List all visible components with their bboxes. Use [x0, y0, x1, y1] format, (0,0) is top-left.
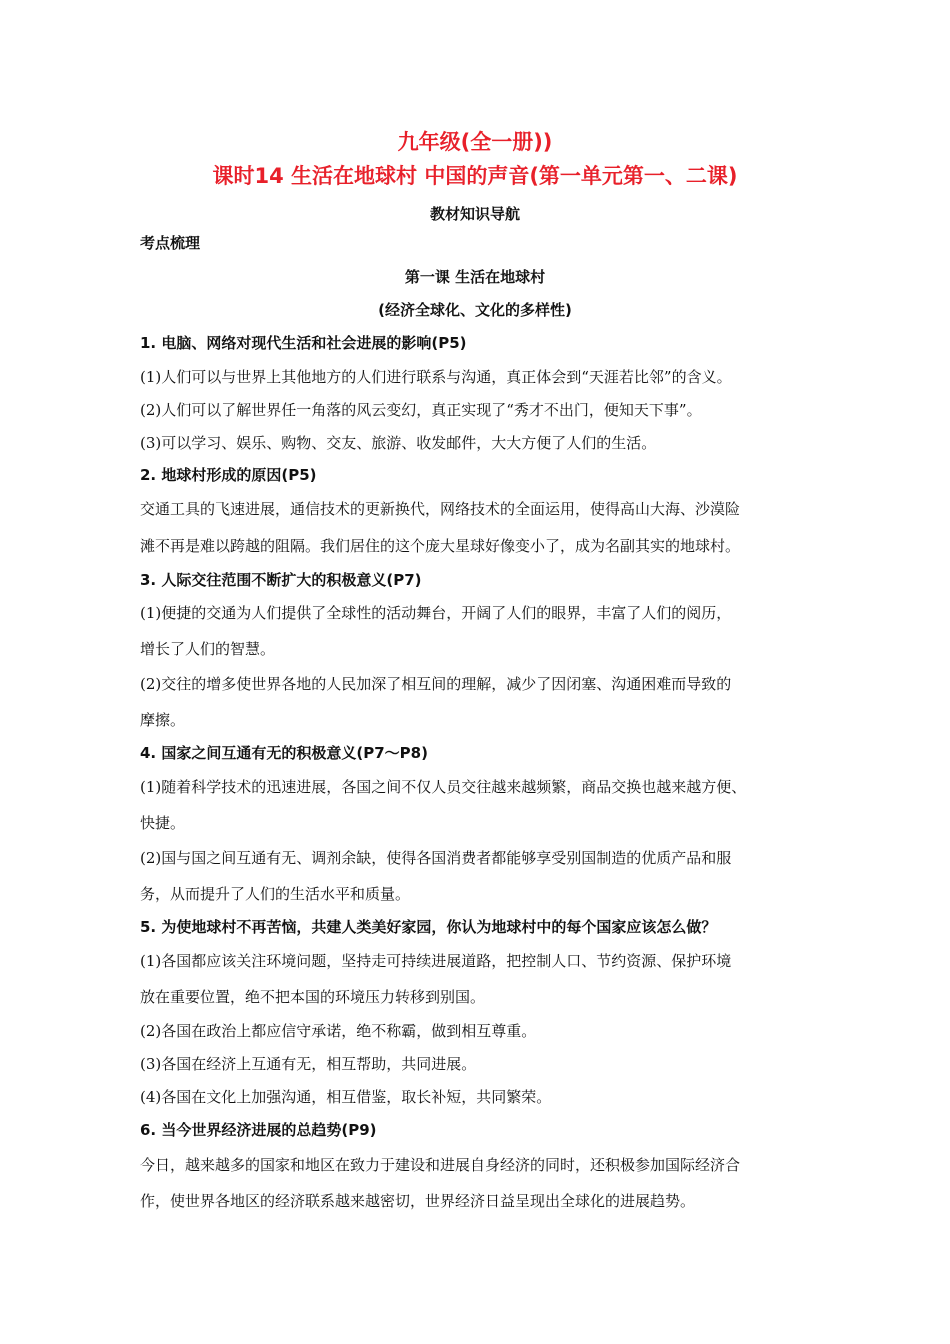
text-line: 交通工具的飞速进展，通信技术的更新换代，网络技术的全面运用，使得高山大海、沙漠险	[140, 500, 741, 518]
text-line: (1)随着科学技术的迅速进展，各国之间不仅人员交往越来越频繁，商品交换也越来越方便、	[140, 778, 747, 796]
item-heading: 1. 电脑、网络对现代生活和社会进展的影响(P5)	[140, 334, 467, 352]
text-line: 放在重要位置，绝不把本国的环境压力转移到别国。	[140, 988, 486, 1006]
item-heading: 3. 人际交往范围不断扩大的积极意义(P7)	[140, 571, 422, 589]
text-line: 作，使世界各地区的经济联系越来越密切，世界经济日益呈现出全球化的进展趋势。	[140, 1192, 696, 1210]
chapter-heading: 第一课 生活在地球村	[404, 268, 546, 286]
text-line: 增长了人们的智慧。	[140, 640, 276, 658]
text-line: (3)各国在经济上互通有无，相互帮助，共同进展。	[140, 1055, 477, 1073]
text-line: (2)国与国之间互通有无、调剂余缺，使得各国消费者都能够享受别国制造的优质产品和服	[140, 849, 732, 867]
text-line: (1)人们可以与世界上其他地方的人们进行联系与沟通，真正体会到“天涯若比邻”的含义。	[140, 368, 732, 386]
text-line: (2)各国在政治上都应信守承诺，绝不称霸，做到相互尊重。	[140, 1022, 537, 1040]
text-line: (3)可以学习、娱乐、购物、交友、旅游、收发邮件，大大方便了人们的生活。	[140, 434, 657, 452]
item-heading: 6. 当今世界经济进展的总趋势(P9)	[140, 1121, 377, 1139]
text-line: (2)交往的增多使世界各地的人民加深了相互间的理解，减少了因闭塞、沟通困难而导致的	[140, 675, 732, 693]
text-line: (1)各国都应该关注环境问题，坚持走可持续进展道路，把控制人口、节约资源、保护环境	[140, 952, 732, 970]
text-line: 摩擦。	[140, 711, 186, 729]
item-heading: 5. 为使地球村不再苦恼，共建人类美好家园，你认为地球村中的每个国家应该怎么做？	[140, 918, 717, 936]
chapter-subheading: (经济全球化、文化的多样性)	[378, 301, 572, 319]
lesson-title: 课时14 生活在地球村 中国的声音(第一单元第一、二课)	[212, 164, 738, 188]
text-line: 快捷。	[140, 814, 186, 832]
text-line: (1)便捷的交通为人们提供了全球性的活动舞台，开阔了人们的眼界，丰富了人们的阅历，	[140, 604, 732, 622]
text-line: 滩不再是难以跨越的阻隔。我们居住的这个庞大星球好像变小了，成为名副其实的地球村。	[140, 537, 741, 555]
text-line: 今日，越来越多的国家和地区在致力于建设和进展自身经济的同时，还积极参加国际经济合	[140, 1156, 741, 1174]
guide-heading: 教材知识导航	[429, 205, 520, 223]
item-heading: 4. 国家之间互通有无的积极意义(P7～P8)	[140, 744, 428, 762]
text-line: (4)各国在文化上加强沟通，相互借鉴，取长补短，共同繁荣。	[140, 1088, 552, 1106]
text-line: 务，从而提升了人们的生活水平和质量。	[140, 885, 411, 903]
item-heading: 2. 地球村形成的原因(P5)	[140, 466, 317, 484]
document-title: 九年级(全一册))	[397, 130, 553, 154]
section-heading: 考点梳理	[140, 234, 201, 252]
text-line: (2)人们可以了解世界任一角落的风云变幻，真正实现了“秀才不出门，便知天下事”。	[140, 401, 702, 419]
